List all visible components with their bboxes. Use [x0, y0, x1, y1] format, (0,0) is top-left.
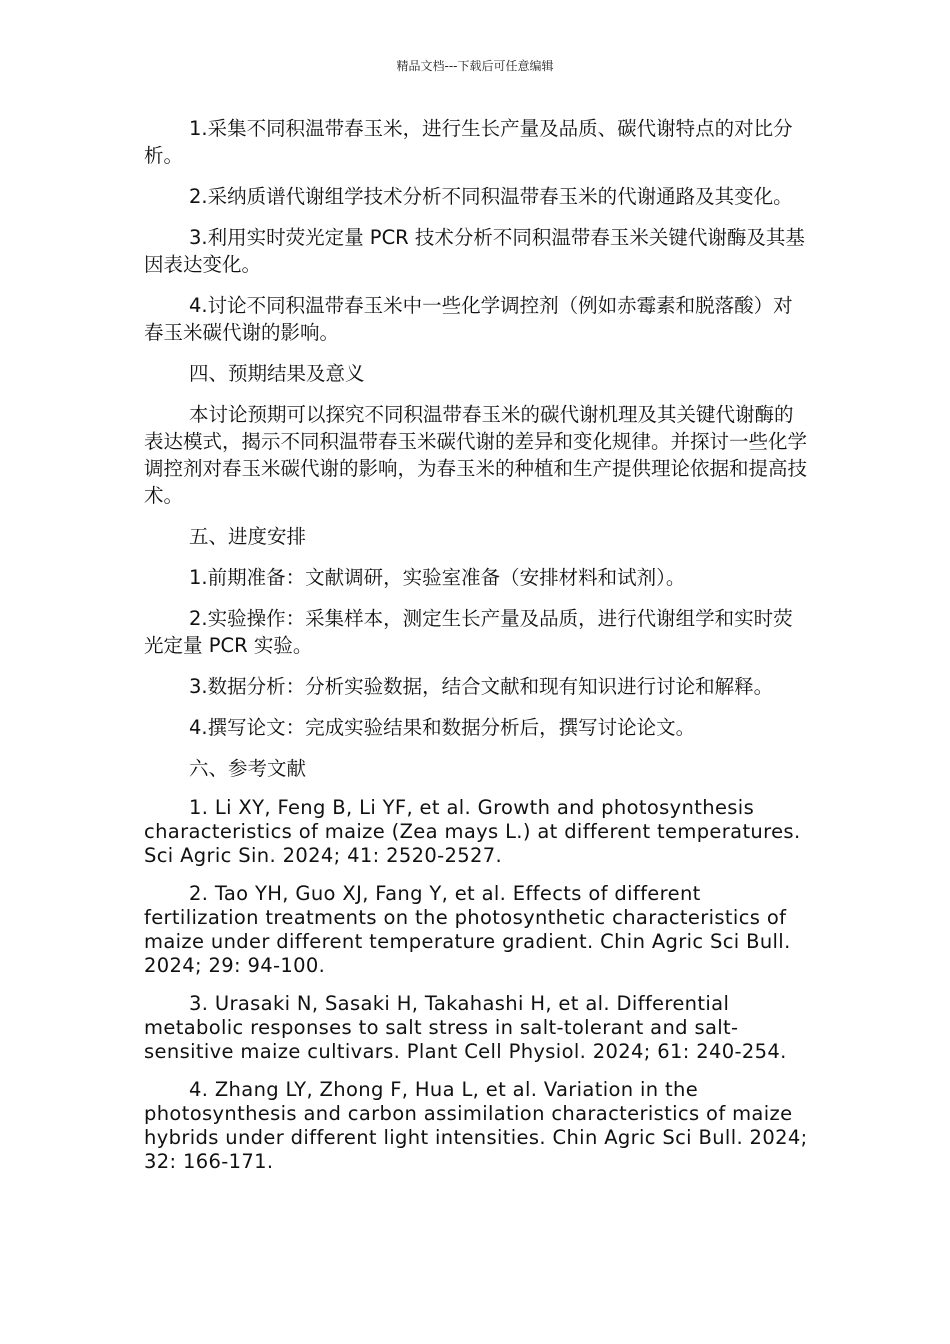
- reference-1: 1. Li XY, Feng B, Li YF, et al. Growth and photosynthesis characteristics of maize (Zea mays L.) at different temperatures. Sci Agric Sin. 2024; 41: 2520-2527.: [144, 796, 801, 867]
- schedule-item-1: 1.前期准备：文献调研，实验室准备（安排材料和试剂）。: [189, 566, 686, 589]
- reference-2: 2. Tao YH, Guo XJ, Fang Y, et al. Effects of different fertilization treatments on the photosynthetic characteristics of maize under different temperature gradient. Chin Agric Sci Bull. 2024; 29: 94-100.: [144, 882, 791, 977]
- objective-4: 4.讨论不同积温带春玉米中一些化学调控剂（例如赤霉素和脱落酸）对春玉米碳代谢的影响。: [144, 294, 793, 344]
- objective-1: 1.采集不同积温带春玉米，进行生长产量及品质、碳代谢特点的对比分析。: [144, 117, 793, 167]
- section-heading-expected-results: 四、预期结果及意义: [189, 362, 365, 385]
- schedule-item-2: 2.实验操作：采集样本，测定生长产量及品质，进行代谢组学和实时荧光定量 PCR 实验。: [144, 607, 793, 657]
- expected-results-paragraph: 本讨论预期可以探究不同积温带春玉米的碳代谢机理及其关键代谢酶的表达模式，揭示不同积温带春玉米碳代谢的差异和变化规律。并探讨一些化学调控剂对春玉米碳代谢的影响，为春玉米的种植和生产提供理论依据和提高技术。: [144, 403, 808, 507]
- section-heading-schedule: 五、进度安排: [189, 525, 307, 548]
- reference-3: 3. Urasaki N, Sasaki H, Takahashi H, et al. Differential metabolic responses to salt stress in salt-tolerant and salt-sensitive maize cultivars. Plant Cell Physiol. 2024; 61: 240-254.: [144, 992, 787, 1063]
- reference-4: 4. Zhang LY, Zhong F, Hua L, et al. Variation in the photosynthesis and carbon assimilation characteristics of maize hybrids under different light intensities. Chin Agric Sci Bull. 2024; 32: 166-171.: [144, 1078, 808, 1173]
- objective-2: 2.采纳质谱代谢组学技术分析不同积温带春玉米的代谢通路及其变化。: [189, 185, 793, 208]
- section-heading-references: 六、参考文献: [189, 757, 307, 780]
- schedule-item-3: 3.数据分析：分析实验数据，结合文献和现有知识进行讨论和解释。: [189, 675, 774, 698]
- schedule-item-4: 4.撰写论文：完成实验结果和数据分析后，撰写讨论论文。: [189, 716, 696, 739]
- objective-3: 3.利用实时荧光定量 PCR 技术分析不同积温带春玉米关键代谢酶及其基因表达变化。: [144, 226, 805, 276]
- document-body: [144, 115, 809, 1188]
- page-header: 精品文档---下载后可任意编辑: [396, 59, 554, 73]
